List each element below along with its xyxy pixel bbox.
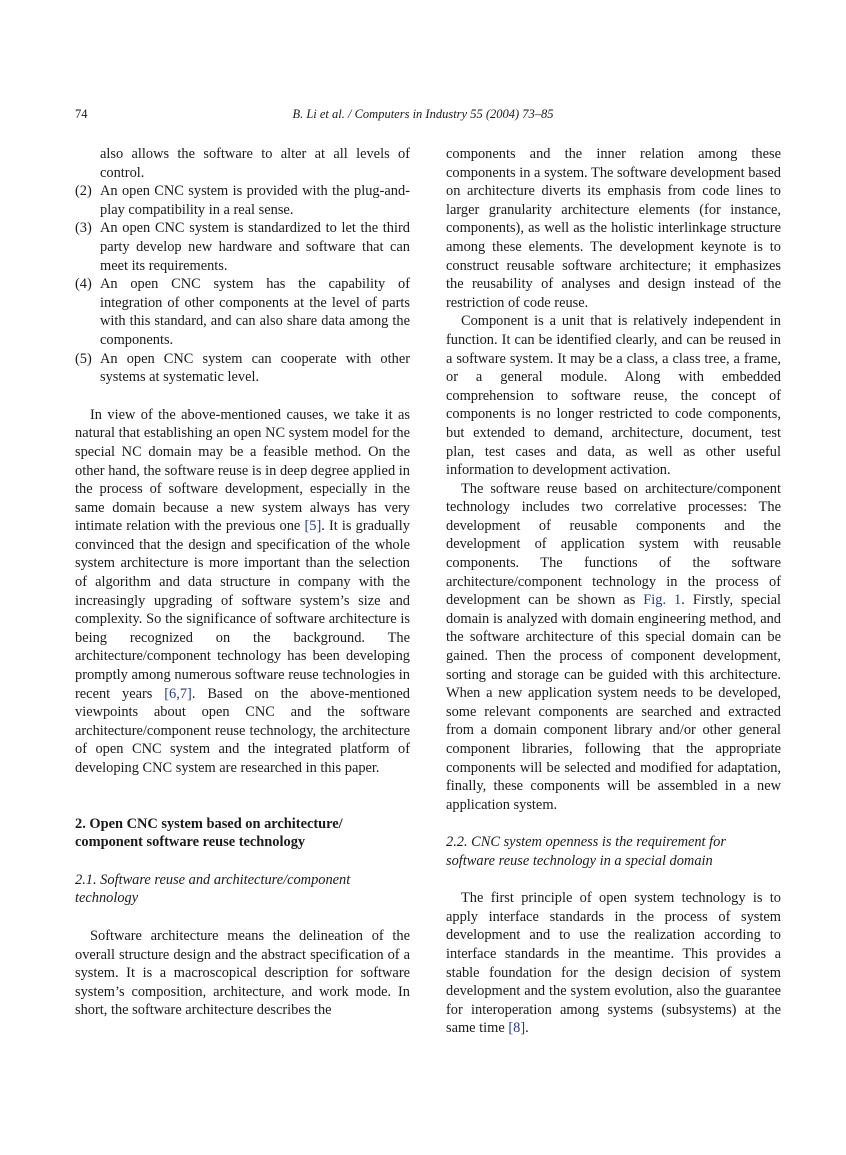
list-number: (5) <box>75 350 92 367</box>
left-column <box>75 145 410 1020</box>
text-run: The software reuse based on architecture/component technology includes two correlative processes: The development of reusable components and the development of application system with reusable components. The functions of the software architecture/component technology in the process of development can be shown as <box>446 480 781 609</box>
paragraph-intro-motivation <box>75 406 410 778</box>
list-item-continuation: also allows the software to alter at all levels of control. <box>100 146 410 181</box>
right-column <box>446 145 781 1038</box>
figure-link[interactable]: Fig. 1 <box>643 592 682 609</box>
heading-line: component software reuse technology <box>75 834 306 851</box>
citation-link[interactable]: [5] <box>304 518 322 535</box>
heading-line: technology <box>75 890 139 907</box>
list-number: (3) <box>75 220 92 237</box>
list-item-4 <box>75 275 410 349</box>
page-number: 74 <box>75 107 88 121</box>
citation-link[interactable]: [8] <box>508 1020 526 1037</box>
text-run: . It is gradually convinced that the design and specification of the whole system architecture is more important than the selection of algorithm and data structure in company with the increasingly upgrading of software system’s size and complexity. So the significance of software architecture is being recognized on the background. The architecture/component technology has been developing promptly among numerous software reuse technologies in recent years <box>75 518 411 702</box>
list-text: An open CNC system has the capability of integration of other components at the level of parts with this standard, and can also share data among the components. <box>100 276 410 348</box>
heading-line: software reuse technology in a special domain <box>446 852 713 869</box>
subsection-heading-2-1 <box>75 871 410 908</box>
list-text: An open CNC system is standardized to let the third party develop new hardware and software that can meet its requirements. <box>100 220 410 274</box>
heading-line: 2.2. CNC system openness is the requirement for <box>446 833 726 850</box>
subsection-heading-2-2 <box>446 833 781 870</box>
text-run: The first principle of open system technology is to apply interface standards in the process of system development and to use the realization according to interface standards in the meantime. This provides a stable foundation for the design decision of system development and the system evolution, also the guarantee for interoperation among systems (subsystems) at the same time <box>446 890 781 1037</box>
list-item-3 <box>75 219 410 275</box>
list-text: An open CNC system can cooperate with other systems at systematic level. <box>100 350 410 386</box>
list-item-5 <box>75 350 410 387</box>
paragraph-component: Component is a unit that is relatively independent in function. It can be identified clearly, and can be reused in a software system. It may be a class, a class tree, a frame, or a general module. Along with embedded comprehension to software reuse, the concept of components is no longer restricted to code components, but extended to demand, architecture, document, test plan, test cases and data, as well as other useful information to development activation. <box>446 313 781 479</box>
heading-line: 2.1. Software reuse and architecture/component <box>75 871 351 888</box>
heading-line: 2. Open CNC system based on architecture/ <box>75 815 343 832</box>
running-head: B. Li et al. / Computers in Industry 55 (2004) 73–85 <box>292 107 554 121</box>
list-item-2 <box>75 182 410 219</box>
text-run: In view of the above-mentioned causes, we take it as natural that establishing an open NC system model for the special NC domain may be a feasible method. On the other hand, the software reuse is in deep degree applied in the process of software development, especially in the same domain because a new system always has very intimate relation with the previous one <box>75 406 410 535</box>
text-run: . <box>525 1020 529 1037</box>
paragraph-open-system-principle <box>446 889 781 1038</box>
list-number: (2) <box>75 183 92 200</box>
text-run: . Firstly, special domain is analyzed with domain engineering method, and the software architecture of this special domain can be gained. Then the process of component development, sorting and storage can be guided with this architecture. When a new application system needs to be developed, some relevant components are searched and extracted from a domain component library and/or other general component libraries, following that the appropriate components will be selected and modified for adaptation, finally, these components will be assembled in a new application system. <box>446 592 782 813</box>
list-text: An open CNC system is provided with the plug-and-play compatibility in a real sense. <box>100 183 410 218</box>
text-run: . Based on the above-mentioned viewpoints about open CNC and the software architecture/component reuse technology, the architecture of open CNC system and the integrated platform of developing CNC system are researched in this paper. <box>75 685 410 776</box>
paragraph-architecture-continued: components and the inner relation among these components in a system. The software development based on architecture diverts its emphasis from code lines to larger granularity architecture elements (for instance, components), as well as the holistic interlinkage structure among these elements. The development keynote is to construct reusable software architecture; it emphasizes the reusability of analyses and design instead of the restriction of code reuse. <box>446 146 781 311</box>
paragraph-software-architecture: Software architecture means the delineation of the overall structure design and the abstract specification of a system. It is a macroscopical description for software system’s composition, architecture, and work mode. In short, the software architecture describes the <box>75 927 410 1019</box>
section-heading-2 <box>75 815 410 852</box>
paragraph-reuse-process <box>446 480 781 815</box>
citation-link[interactable]: [6,7] <box>164 685 192 702</box>
list-number: (4) <box>75 276 92 293</box>
